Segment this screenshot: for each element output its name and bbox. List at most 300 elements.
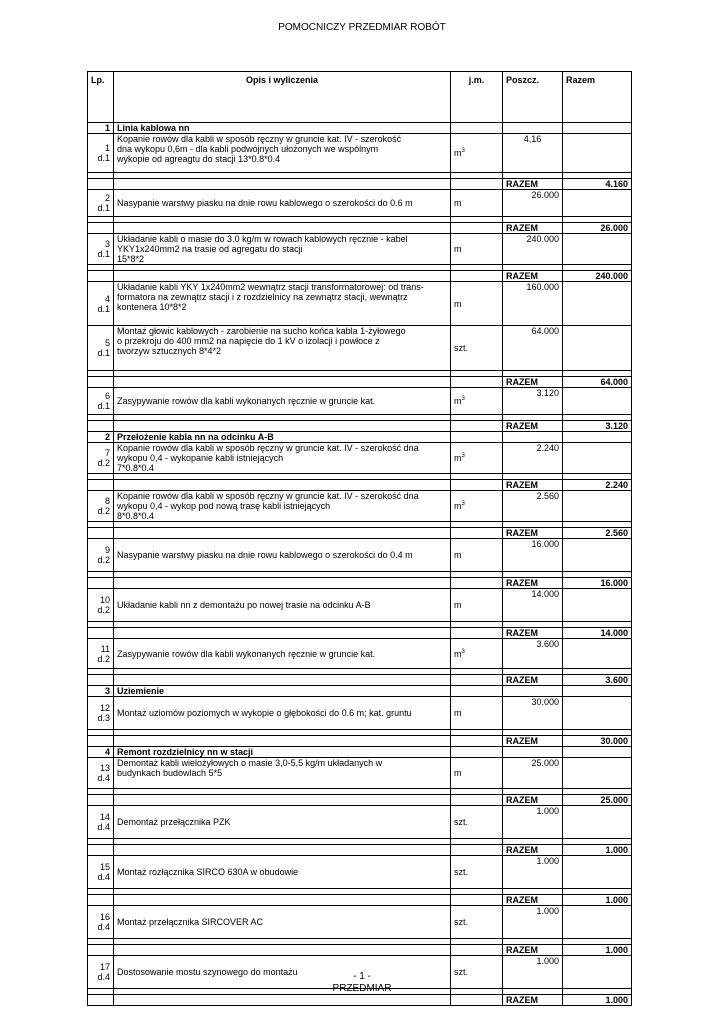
empty-cell xyxy=(451,528,503,539)
przedmiar-table xyxy=(87,71,632,1006)
item-quantity: 26.000 xyxy=(503,190,563,217)
header-razem: Razem xyxy=(563,72,632,123)
item-number: 9 xyxy=(104,545,110,555)
empty-cell xyxy=(88,528,114,539)
item-unit xyxy=(451,190,503,217)
empty-cell xyxy=(451,995,503,1006)
item-lp xyxy=(88,326,114,371)
empty-cell xyxy=(563,697,632,730)
item-lp xyxy=(88,443,114,474)
razem-row xyxy=(88,845,632,856)
item-dzial: d.3 xyxy=(97,713,110,723)
empty-cell xyxy=(503,123,563,134)
razem-row xyxy=(88,578,632,589)
empty-cell xyxy=(563,539,632,572)
item-dzial: d.4 xyxy=(97,872,110,882)
item-number: 4 xyxy=(104,293,110,304)
item-number: 16 xyxy=(99,912,110,922)
empty-cell xyxy=(114,628,451,639)
section-title: Przełożenie kabla nn na odcinku A-B xyxy=(114,432,451,443)
item-unit xyxy=(451,806,503,839)
razem-value: 240.000 xyxy=(563,271,632,282)
unit-exponent: 3 xyxy=(461,453,465,459)
item-unit xyxy=(451,697,503,730)
razem-value: 1.000 xyxy=(563,995,632,1006)
razem-value: 1.000 xyxy=(563,845,632,856)
razem-value: 1.000 xyxy=(563,895,632,906)
item-lp xyxy=(88,282,114,326)
item-number: 12 xyxy=(99,703,110,713)
empty-cell xyxy=(451,123,503,134)
item-lp xyxy=(88,134,114,173)
table-row xyxy=(88,539,632,572)
item-number: 2 xyxy=(104,193,110,203)
table-row xyxy=(88,758,632,789)
item-description xyxy=(114,234,451,265)
empty-cell xyxy=(88,895,114,906)
table-row xyxy=(88,326,632,371)
empty-cell xyxy=(88,271,114,282)
unit-text: szt. xyxy=(454,867,469,877)
item-lp xyxy=(88,589,114,622)
empty-cell xyxy=(451,421,503,432)
empty-cell xyxy=(563,134,632,173)
empty-cell xyxy=(563,326,632,371)
section-row xyxy=(88,432,632,443)
description-line: wykopu 0,4 - wykopanie kabli istniejących xyxy=(117,453,284,463)
item-quantity: 2.240 xyxy=(503,443,563,474)
item-dzial: d.1 xyxy=(97,153,110,163)
item-quantity: 3.120 xyxy=(503,388,563,415)
table-header-row xyxy=(88,72,632,123)
empty-cell xyxy=(503,747,563,758)
item-number: 17 xyxy=(99,962,110,972)
razem-row xyxy=(88,179,632,190)
razem-label: RAZEM xyxy=(503,480,563,491)
unit-text: szt. xyxy=(454,343,469,353)
razem-label: RAZEM xyxy=(503,628,563,639)
header-opis: Opis i wyliczenia xyxy=(114,72,451,123)
item-unit xyxy=(451,539,503,572)
item-description xyxy=(114,758,451,789)
razem-label: RAZEM xyxy=(503,179,563,190)
razem-value: 25.000 xyxy=(563,795,632,806)
description-line: formatora na zewnątrz stacji i z rozdzielnicy na zewnątrz stacji, wewnątrz xyxy=(117,292,408,302)
description-line: Układanie kabli YKY 1x240mm2 wewnątrz stacji transformatorowej: od trans- xyxy=(117,282,424,292)
unit-text: m xyxy=(454,298,462,309)
empty-cell xyxy=(451,895,503,906)
razem-row xyxy=(88,377,632,388)
table-row xyxy=(88,906,632,939)
item-lp xyxy=(88,388,114,415)
table-row xyxy=(88,388,632,415)
item-quantity: 1.000 xyxy=(503,956,563,989)
empty-cell xyxy=(451,675,503,686)
item-unit xyxy=(451,134,503,173)
empty-cell xyxy=(114,480,451,491)
item-number: 8 xyxy=(104,496,110,506)
item-unit xyxy=(451,856,503,889)
empty-cell xyxy=(114,945,451,956)
item-unit xyxy=(451,491,503,522)
item-lp xyxy=(88,491,114,522)
empty-cell xyxy=(451,845,503,856)
description-line: Kopanie rowów dla kabli w sposób ręczny w gruncie kat. IV - szerokość dna xyxy=(117,443,419,453)
item-dzial: d.2 xyxy=(97,653,110,664)
razem-value: 1.000 xyxy=(563,945,632,956)
empty-cell xyxy=(88,795,114,806)
item-quantity: 64.000 xyxy=(503,326,563,371)
razem-row xyxy=(88,223,632,234)
razem-value: 2.560 xyxy=(563,528,632,539)
description-line: Układanie kabli nn z demontażu po nowej trasie na odcinku A-B xyxy=(117,600,371,610)
description-line: 8*0.8*0.4 xyxy=(117,511,155,521)
unit-text: m xyxy=(454,148,462,158)
item-dzial: d.2 xyxy=(97,458,110,468)
item-unit xyxy=(451,282,503,326)
section-number: 4 xyxy=(88,747,114,758)
description-line: kontenera 10*8*2 xyxy=(117,302,187,312)
page-title: POMOCNICZY PRZEDMIAR ROBÓT xyxy=(278,22,446,33)
razem-row xyxy=(88,945,632,956)
item-quantity: 3.600 xyxy=(503,639,563,669)
item-lp xyxy=(88,906,114,939)
table-row xyxy=(88,234,632,265)
item-quantity: 240.000 xyxy=(503,234,563,265)
item-description xyxy=(114,282,451,326)
header-lp: Lp. xyxy=(88,72,114,123)
description-line: budynkach budowlach 5*5 xyxy=(117,768,223,778)
unit-exponent: 3 xyxy=(461,148,465,154)
razem-label: RAZEM xyxy=(503,377,563,388)
empty-cell xyxy=(88,480,114,491)
description-line: dna wykopu 0,6m - dla kabli podwójnych ułożonych we wspólnym xyxy=(117,144,379,154)
item-number: 5 xyxy=(104,338,110,348)
empty-cell xyxy=(451,747,503,758)
empty-cell xyxy=(563,686,632,697)
description-line: Demontaż przełącznika PZK xyxy=(117,817,231,827)
item-unit xyxy=(451,388,503,415)
unit-text: m xyxy=(454,550,462,560)
description-line: Kopanie rowów dla kabli w sposób ręczny w gruncie kat. IV - szerokość dna xyxy=(117,491,419,501)
item-description xyxy=(114,134,451,173)
empty-cell xyxy=(114,895,451,906)
razem-row xyxy=(88,995,632,1006)
item-dzial: d.2 xyxy=(97,506,110,516)
item-number: 13 xyxy=(99,763,110,773)
item-lp xyxy=(88,539,114,572)
item-dzial: d.1 xyxy=(97,249,110,259)
empty-cell xyxy=(88,675,114,686)
empty-cell xyxy=(503,432,563,443)
empty-cell xyxy=(88,945,114,956)
section-row xyxy=(88,123,632,134)
razem-label: RAZEM xyxy=(503,528,563,539)
description-line: Zasypywanie rowów dla kabli wykonanych ręcznie w gruncie kat. xyxy=(117,396,376,406)
item-quantity: 14.000 xyxy=(503,589,563,622)
section-number: 1 xyxy=(88,123,114,134)
table-row xyxy=(88,639,632,669)
empty-cell xyxy=(114,578,451,589)
empty-cell xyxy=(114,675,451,686)
empty-cell xyxy=(114,223,451,234)
unit-exponent: 3 xyxy=(461,396,465,402)
item-unit xyxy=(451,589,503,622)
item-number: 10 xyxy=(99,595,110,605)
section-title: Remont rozdzielnicy nn w stacji xyxy=(114,747,451,758)
empty-cell xyxy=(563,190,632,217)
description-line: Montaż rozłącznika SIRCO 630A w obudowie xyxy=(117,867,299,877)
empty-cell xyxy=(88,736,114,747)
description-line: Kopanie rowów dla kabli w sposób ręczny w gruncie kat. IV - szerokość xyxy=(117,134,402,144)
unit-text: szt. xyxy=(454,917,469,927)
razem-value: 3.120 xyxy=(563,421,632,432)
empty-cell xyxy=(563,491,632,522)
razem-row xyxy=(88,421,632,432)
item-description xyxy=(114,539,451,572)
razem-row xyxy=(88,528,632,539)
description-line: Zasypywanie rowów dla kabli wykonanych ręcznie w gruncie kat. xyxy=(117,648,376,659)
item-dzial: d.1 xyxy=(97,401,110,411)
razem-row xyxy=(88,736,632,747)
section-row xyxy=(88,747,632,758)
empty-cell xyxy=(451,736,503,747)
item-description xyxy=(114,856,451,889)
section-title: Linia kablowa nn xyxy=(114,123,451,134)
empty-cell xyxy=(451,945,503,956)
item-dzial: d.4 xyxy=(97,922,110,932)
unit-text: m xyxy=(454,244,462,254)
razem-label: RAZEM xyxy=(503,895,563,906)
table-row xyxy=(88,697,632,730)
item-description xyxy=(114,443,451,474)
item-description xyxy=(114,589,451,622)
razem-value: 3.600 xyxy=(563,675,632,686)
razem-row xyxy=(88,271,632,282)
item-dzial: d.1 xyxy=(97,348,110,358)
item-number: 11 xyxy=(100,643,110,654)
razem-row xyxy=(88,895,632,906)
empty-cell xyxy=(451,686,503,697)
empty-cell xyxy=(88,179,114,190)
empty-cell xyxy=(114,528,451,539)
razem-label: RAZEM xyxy=(503,795,563,806)
unit-text: m xyxy=(454,648,462,659)
footer-label: PRZEDMIAR xyxy=(332,983,392,994)
empty-cell xyxy=(563,747,632,758)
description-line: Montaż przełącznika SIRCOVER AC xyxy=(117,917,264,927)
description-line: Nasypanie warstwy piasku na dnie rowu kablowego o szerokości do 0.6 m xyxy=(117,198,413,208)
razem-value: 30.000 xyxy=(563,736,632,747)
item-description xyxy=(114,491,451,522)
item-quantity: 1.000 xyxy=(503,906,563,939)
header-poszcz: Poszcz. xyxy=(503,72,563,123)
section-number: 2 xyxy=(88,432,114,443)
razem-value: 4.160 xyxy=(563,179,632,190)
description-line: Demontaż kabli wielożyłowych o masie 3,0-5,5 kg/m układanych w xyxy=(117,758,383,768)
item-lp xyxy=(88,806,114,839)
empty-cell xyxy=(563,589,632,622)
razem-label: RAZEM xyxy=(503,223,563,234)
item-number: 6 xyxy=(104,391,110,401)
razem-label: RAZEM xyxy=(503,736,563,747)
empty-cell xyxy=(451,377,503,388)
item-lp xyxy=(88,758,114,789)
unit-text: m xyxy=(454,600,462,610)
item-unit xyxy=(451,326,503,371)
empty-cell xyxy=(114,736,451,747)
item-lp xyxy=(88,190,114,217)
footer xyxy=(0,971,724,995)
item-dzial: d.2 xyxy=(97,555,110,565)
unit-text: m xyxy=(454,453,462,463)
empty-cell xyxy=(451,628,503,639)
item-dzial: d.1 xyxy=(97,303,110,314)
empty-cell xyxy=(114,271,451,282)
item-description xyxy=(114,388,451,415)
description-line: 15*8*2 xyxy=(117,254,145,264)
unit-text: m xyxy=(454,708,462,718)
empty-cell xyxy=(451,795,503,806)
razem-value: 26.000 xyxy=(563,223,632,234)
empty-cell xyxy=(88,845,114,856)
table-row xyxy=(88,491,632,522)
empty-cell xyxy=(451,480,503,491)
empty-cell xyxy=(114,421,451,432)
item-quantity: 30.000 xyxy=(503,697,563,730)
item-number: 15 xyxy=(99,862,110,872)
item-lp xyxy=(88,639,114,669)
empty-cell xyxy=(563,282,632,326)
razem-value: 2.240 xyxy=(563,480,632,491)
razem-label: RAZEM xyxy=(503,845,563,856)
item-dzial: d.4 xyxy=(97,972,110,982)
item-description xyxy=(114,806,451,839)
empty-cell xyxy=(563,388,632,415)
item-unit xyxy=(451,443,503,474)
description-line: Układanie kabli o masie do 3.0 kg/m w rowach kablowych ręcznie - kabel xyxy=(117,234,408,244)
empty-cell xyxy=(114,845,451,856)
razem-row xyxy=(88,480,632,491)
unit-text: szt. xyxy=(454,817,469,827)
item-dzial: d.2 xyxy=(97,605,110,615)
item-quantity: 1.000 xyxy=(503,806,563,839)
item-unit xyxy=(451,758,503,789)
empty-cell xyxy=(563,123,632,134)
unit-text: szt. xyxy=(454,967,469,977)
empty-cell xyxy=(563,806,632,839)
table-row xyxy=(88,282,632,326)
item-dzial: d.4 xyxy=(97,773,110,783)
unit-exponent: 3 xyxy=(461,648,465,655)
razem-label: RAZEM xyxy=(503,578,563,589)
description-line: wykopie od agreagtu do stacji 13*0.8*0.4 xyxy=(117,154,281,164)
item-quantity: 16.000 xyxy=(503,539,563,572)
empty-cell xyxy=(563,432,632,443)
description-line: Montaż głowic kablowych - zarobienie na sucho końca kabla 1-żyłowego xyxy=(117,326,406,336)
empty-cell xyxy=(88,995,114,1006)
item-lp xyxy=(88,856,114,889)
section-title: Uziemienie xyxy=(114,686,451,697)
item-number: 1 xyxy=(104,143,110,153)
unit-text: m xyxy=(454,198,462,208)
razem-row xyxy=(88,628,632,639)
item-description xyxy=(114,697,451,730)
empty-cell xyxy=(563,443,632,474)
section-row xyxy=(88,686,632,697)
razem-label: RAZEM xyxy=(503,945,563,956)
description-line: YKY1x240mm2 na trasie od agregatu do stacji xyxy=(117,244,303,254)
empty-cell xyxy=(88,421,114,432)
item-description xyxy=(114,906,451,939)
header-jm: j.m. xyxy=(451,72,503,123)
razem-label: RAZEM xyxy=(503,421,563,432)
table-row xyxy=(88,190,632,217)
item-lp xyxy=(88,234,114,265)
empty-cell xyxy=(88,377,114,388)
description-line: Montaż uziomów poziomych w wykopie o głębokości do 0.6 m; kat. gruntu xyxy=(117,708,412,718)
empty-cell xyxy=(88,578,114,589)
razem-label: RAZEM xyxy=(503,271,563,282)
section-number: 3 xyxy=(88,686,114,697)
empty-cell xyxy=(114,995,451,1006)
empty-cell xyxy=(88,223,114,234)
empty-cell xyxy=(563,234,632,265)
empty-cell xyxy=(114,795,451,806)
item-description xyxy=(114,190,451,217)
razem-row xyxy=(88,795,632,806)
item-unit xyxy=(451,234,503,265)
empty-cell xyxy=(503,686,563,697)
item-number: 14 xyxy=(99,812,110,822)
description-line: o przekroju do 400 mm2 na napięcie do 1 kV o izolacji i powłoce z xyxy=(117,336,380,346)
item-dzial: d.1 xyxy=(97,203,110,213)
description-line: tworzyw sztucznych 8*4*2 xyxy=(117,346,222,356)
item-quantity: 4,16 xyxy=(503,134,563,173)
table-row xyxy=(88,856,632,889)
item-description xyxy=(114,326,451,371)
description-line: Dostosowanie mostu szynowego do montażu xyxy=(117,967,298,977)
item-description xyxy=(114,639,451,669)
razem-value: 16.000 xyxy=(563,578,632,589)
item-unit xyxy=(451,639,503,669)
empty-cell xyxy=(451,223,503,234)
table-row xyxy=(88,806,632,839)
item-quantity: 160.000 xyxy=(503,282,563,326)
razem-row xyxy=(88,675,632,686)
empty-cell xyxy=(563,906,632,939)
table-row xyxy=(88,443,632,474)
empty-cell xyxy=(563,639,632,669)
description-line: 7*0.8*0.4 xyxy=(117,463,155,473)
razem-value: 64.000 xyxy=(563,377,632,388)
unit-text: m xyxy=(454,768,462,778)
item-quantity: 25.000 xyxy=(503,758,563,789)
item-number: 7 xyxy=(104,448,110,458)
empty-cell xyxy=(563,856,632,889)
item-quantity: 1.000 xyxy=(503,856,563,889)
item-quantity: 2.560 xyxy=(503,491,563,522)
empty-cell xyxy=(451,432,503,443)
item-unit xyxy=(451,906,503,939)
table-row xyxy=(88,134,632,173)
empty-cell xyxy=(451,578,503,589)
empty-cell xyxy=(563,758,632,789)
table-row xyxy=(88,589,632,622)
page-number: - 1 - xyxy=(353,971,371,982)
item-lp xyxy=(88,697,114,730)
unit-text: m xyxy=(454,501,462,511)
